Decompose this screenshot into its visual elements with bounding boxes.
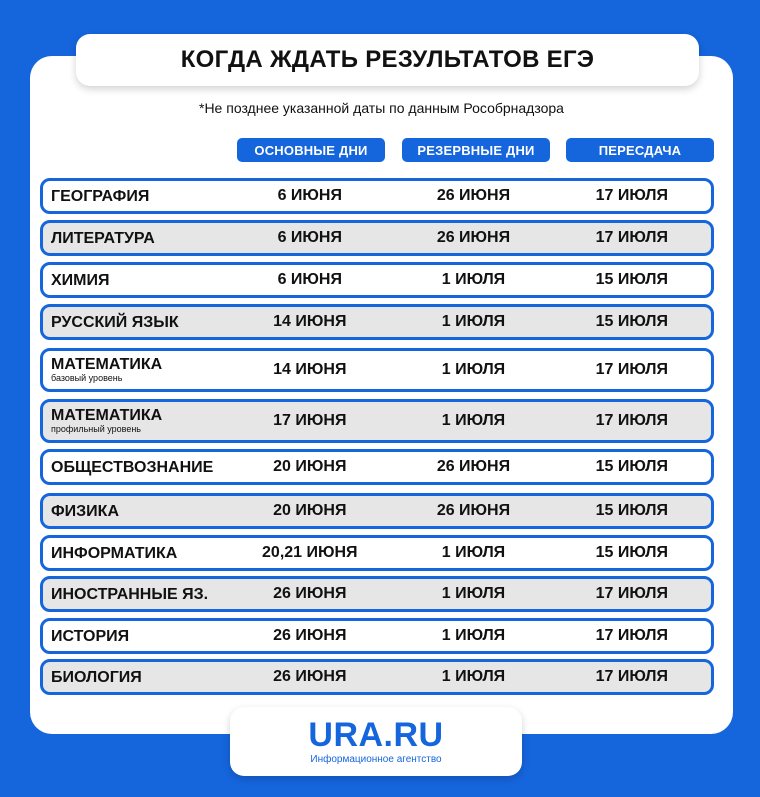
subject-cell <box>43 669 239 686</box>
subject-cell <box>43 628 239 645</box>
retake-date: 17 ИЮЛЯ <box>595 361 668 378</box>
subject-name: БИОЛОГИЯ <box>51 668 142 686</box>
main-date: 20 ИЮНЯ <box>273 458 347 475</box>
logo-tagline: Информационное агентство <box>310 754 442 765</box>
retake-date: 15 ИЮЛЯ <box>595 502 668 519</box>
logo <box>230 707 522 776</box>
subject-cell <box>43 272 239 289</box>
reserve-date: 1 ИЮЛЯ <box>441 627 506 644</box>
table-row <box>40 220 714 256</box>
main-date: 20 ИЮНЯ <box>273 502 347 519</box>
subject-name: ИНФОРМАТИКА <box>51 544 178 562</box>
table-row <box>40 659 714 695</box>
table-row <box>40 262 714 298</box>
reserve-date: 26 ИЮНЯ <box>436 502 511 519</box>
reserve-date: 1 ИЮЛЯ <box>441 412 506 429</box>
reserve-date: 1 ИЮЛЯ <box>441 271 506 288</box>
main-date: 26 ИЮНЯ <box>273 627 347 644</box>
subject-cell <box>43 586 239 603</box>
main-date: 26 ИЮНЯ <box>273 668 347 685</box>
subject-cell <box>43 230 239 247</box>
column-header-retake: ПЕРЕСДАЧА <box>566 138 714 162</box>
retake-date: 17 ИЮЛЯ <box>595 187 668 204</box>
reserve-date: 1 ИЮЛЯ <box>441 313 506 330</box>
subject-cell <box>43 356 239 384</box>
retake-date: 15 ИЮЛЯ <box>595 271 668 288</box>
main-date: 26 ИЮНЯ <box>273 585 347 602</box>
reserve-date: 1 ИЮЛЯ <box>441 668 506 685</box>
reserve-date: 1 ИЮЛЯ <box>441 361 506 378</box>
reserve-date: 26 ИЮНЯ <box>436 229 511 246</box>
subject-cell <box>43 503 239 520</box>
main-date: 14 ИЮНЯ <box>273 361 347 378</box>
table-row <box>40 178 714 214</box>
retake-date: 17 ИЮЛЯ <box>595 668 668 685</box>
logo-text: URA.RU <box>308 716 444 754</box>
table-row <box>40 576 714 612</box>
table-row <box>40 535 714 571</box>
reserve-date: 26 ИЮНЯ <box>436 187 511 204</box>
subject-name: ОБЩЕСТВОЗНАНИЕ <box>51 458 214 476</box>
table-row <box>40 399 714 443</box>
source-note: *Не позднее указанной даты по данным Рособрнадзора <box>199 100 564 116</box>
main-date: 6 ИЮНЯ <box>277 229 342 246</box>
page-title: КОГДА ЖДАТЬ РЕЗУЛЬТАТОВ ЕГЭ <box>76 34 699 86</box>
subject-cell <box>43 407 239 435</box>
subject-name: ЛИТЕРАТУРА <box>51 229 155 247</box>
subject-name: ИСТОРИЯ <box>51 627 130 645</box>
retake-date: 15 ИЮЛЯ <box>595 544 668 561</box>
retake-date: 17 ИЮЛЯ <box>595 627 668 644</box>
reserve-date: 26 ИЮНЯ <box>436 458 511 475</box>
subject-cell <box>43 545 239 562</box>
subject-name: ХИМИЯ <box>51 271 110 289</box>
column-header-reserve-days: РЕЗЕРВНЫЕ ДНИ <box>402 138 550 162</box>
subject-level: базовый уровень <box>51 373 123 383</box>
main-date: 6 ИЮНЯ <box>277 187 342 204</box>
reserve-date: 1 ИЮЛЯ <box>441 544 506 561</box>
subject-level: профильный уровень <box>51 424 141 434</box>
reserve-date: 1 ИЮЛЯ <box>441 585 506 602</box>
table-row <box>40 618 714 654</box>
main-date: 14 ИЮНЯ <box>273 313 347 330</box>
column-header-main-days: ОСНОВНЫЕ ДНИ <box>237 138 385 162</box>
subject-name: ИНОСТРАННЫЕ ЯЗ. <box>51 585 209 603</box>
subject-name: МАТЕМАТИКА <box>51 407 163 424</box>
retake-date: 17 ИЮЛЯ <box>595 585 668 602</box>
subject-name: ФИЗИКА <box>51 502 119 520</box>
table-row <box>40 304 714 340</box>
main-date: 20,21 ИЮНЯ <box>262 544 358 561</box>
subject-cell <box>43 314 239 331</box>
main-date: 6 ИЮНЯ <box>277 271 342 288</box>
subject-cell <box>43 459 239 476</box>
subject-name: ГЕОГРАФИЯ <box>51 187 150 205</box>
subject-name: МАТЕМАТИКА <box>51 356 163 373</box>
subject-name: РУССКИЙ ЯЗЫК <box>51 313 179 331</box>
table-row <box>40 348 714 392</box>
table-row <box>40 493 714 529</box>
retake-date: 17 ИЮЛЯ <box>595 412 668 429</box>
main-date: 17 ИЮНЯ <box>273 412 347 429</box>
retake-date: 17 ИЮЛЯ <box>595 229 668 246</box>
retake-date: 15 ИЮЛЯ <box>595 313 668 330</box>
table-row <box>40 449 714 485</box>
retake-date: 15 ИЮЛЯ <box>595 458 668 475</box>
subject-cell <box>43 188 239 205</box>
